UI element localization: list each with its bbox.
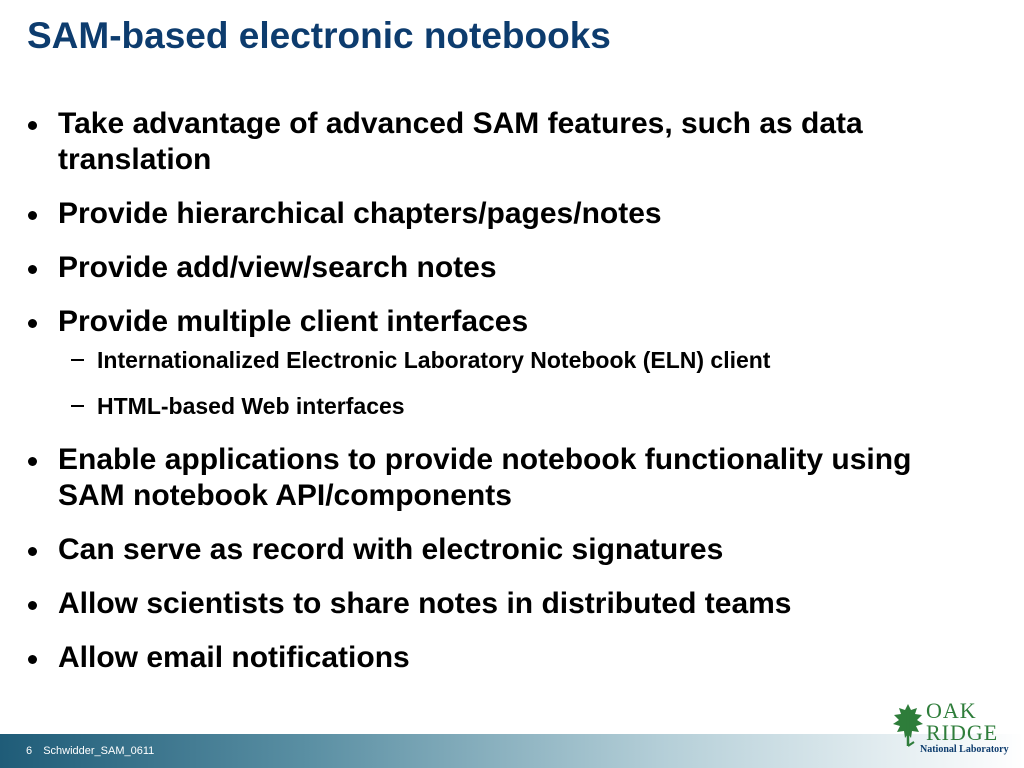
logo-text-ridge: RIDGE xyxy=(926,720,999,745)
bullet-dot-icon xyxy=(28,655,37,664)
bullet-text: Allow scientists to share notes in distributed teams xyxy=(58,587,792,620)
bullet-dot-icon xyxy=(28,121,37,130)
footer xyxy=(26,745,154,757)
sub-bullet-text: HTML-based Web interfaces xyxy=(97,393,405,419)
bullet-text: Take advantage of advanced SAM features, such as data translation xyxy=(58,107,863,176)
bullet-text: Provide hierarchical chapters/pages/notes xyxy=(58,197,662,230)
bullet-list xyxy=(0,106,1000,694)
oak-leaf-icon xyxy=(890,702,926,748)
bullet-text: Provide multiple client interfaces xyxy=(58,305,529,338)
bullet-dot-icon xyxy=(28,211,37,220)
bullet-item xyxy=(0,586,938,622)
dash-icon xyxy=(71,405,84,407)
bullet-item xyxy=(0,250,938,286)
bullet-item xyxy=(0,442,938,514)
bullet-text: Allow email notifications xyxy=(58,641,410,674)
bullet-dot-icon xyxy=(28,601,37,610)
bullet-dot-icon xyxy=(28,457,37,466)
bullet-dot-icon xyxy=(28,265,37,274)
page-number: 6 xyxy=(26,745,33,757)
footer-label: Schwidder_SAM_0611 xyxy=(43,745,155,757)
bullet-item xyxy=(0,532,938,568)
sub-bullet-text: Internationalized Electronic Laboratory Notebook (ELN) client xyxy=(97,347,771,373)
bullet-item xyxy=(0,196,938,232)
bullet-text: Enable applications to provide notebook functionality using SAM notebook API/components xyxy=(58,443,912,512)
bullet-text: Can serve as record with electronic signatures xyxy=(58,533,724,566)
bullet-dot-icon xyxy=(28,547,37,556)
logo-text-national-laboratory: National Laboratory xyxy=(920,744,1009,755)
ornl-logo xyxy=(890,698,1009,756)
sub-bullet-item xyxy=(0,346,977,374)
sub-bullet-item xyxy=(0,392,977,420)
bullet-item xyxy=(0,304,938,340)
bullet-text: Provide add/view/search notes xyxy=(58,251,497,284)
bullet-item xyxy=(0,106,938,178)
bullet-dot-icon xyxy=(28,319,37,328)
bullet-item xyxy=(0,640,938,676)
slide-title: SAM-based electronic notebooks xyxy=(27,15,611,56)
logo-text-oak: OAK xyxy=(926,698,977,723)
dash-icon xyxy=(71,359,84,361)
